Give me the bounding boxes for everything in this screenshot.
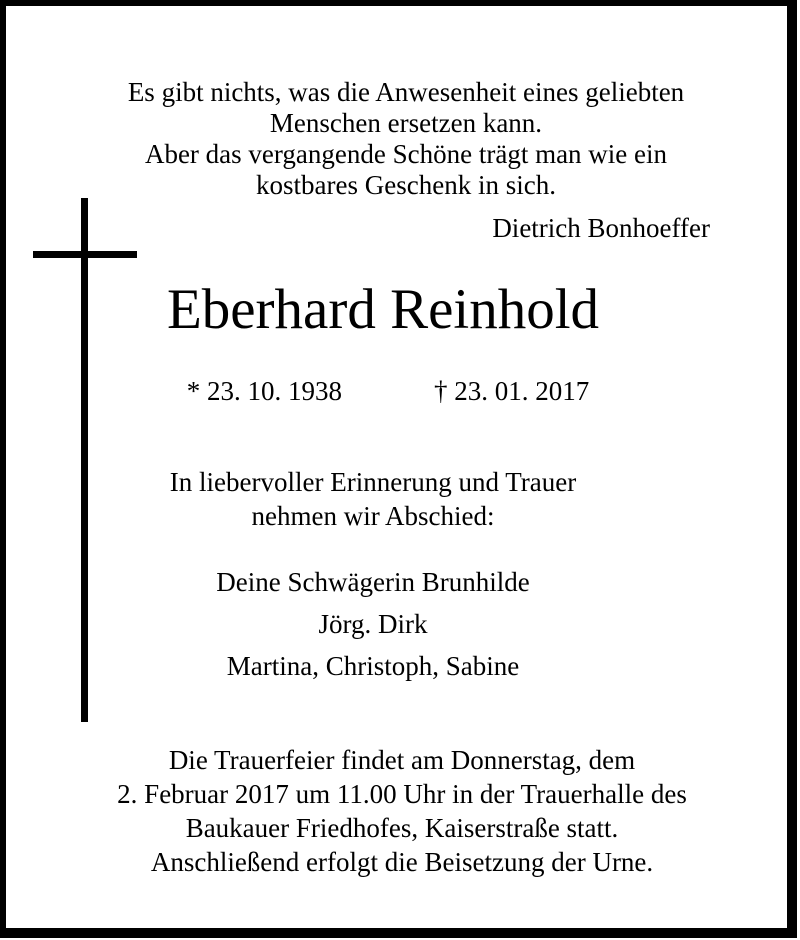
funeral-line: 2. Februar 2017 um 11.00 Uhr in der Trauerhalle des [117, 779, 687, 809]
mourning-line: nehmen wir Abschied: [251, 501, 495, 531]
death-date: † 23. 01. 2017 [434, 376, 590, 406]
funeral-details [8, 743, 796, 879]
mourning-line: In liebervoller Erinnerung und Trauer [169, 467, 577, 497]
cross-horizontal-bar [33, 251, 137, 258]
life-dates [0, 376, 776, 406]
quote-line: Menschen ersetzen kann. [269, 108, 543, 138]
family-line: Jörg. Dirk [318, 609, 428, 639]
family-names [0, 561, 746, 687]
funeral-line: Die Trauerfeier findet am Donnerstag, dem [168, 745, 636, 775]
birth-date: * 23. 10. 1938 [186, 376, 342, 406]
quote-block [20, 77, 792, 201]
quote-line: kostbares Geschenk in sich. [256, 170, 556, 200]
funeral-line: Baukauer Friedhofes, Kaiserstraße statt. [185, 813, 619, 843]
quote-attribution: Dietrich Bonhoeffer [492, 213, 710, 243]
deceased-name: Eberhard Reinhold [166, 278, 600, 341]
funeral-line: Anschließend erfolgt die Beisetzung der Urne. [150, 847, 654, 877]
family-line: Deine Schwägerin Brunhilde [216, 567, 530, 597]
mourning-statement [0, 465, 746, 533]
quote-line: Es gibt nichts, was die Anwesenheit eines geliebten [127, 77, 685, 107]
quote-line: Aber das vergangende Schöne trägt man wie ein [144, 139, 668, 169]
family-line: Martina, Christoph, Sabine [226, 651, 520, 681]
